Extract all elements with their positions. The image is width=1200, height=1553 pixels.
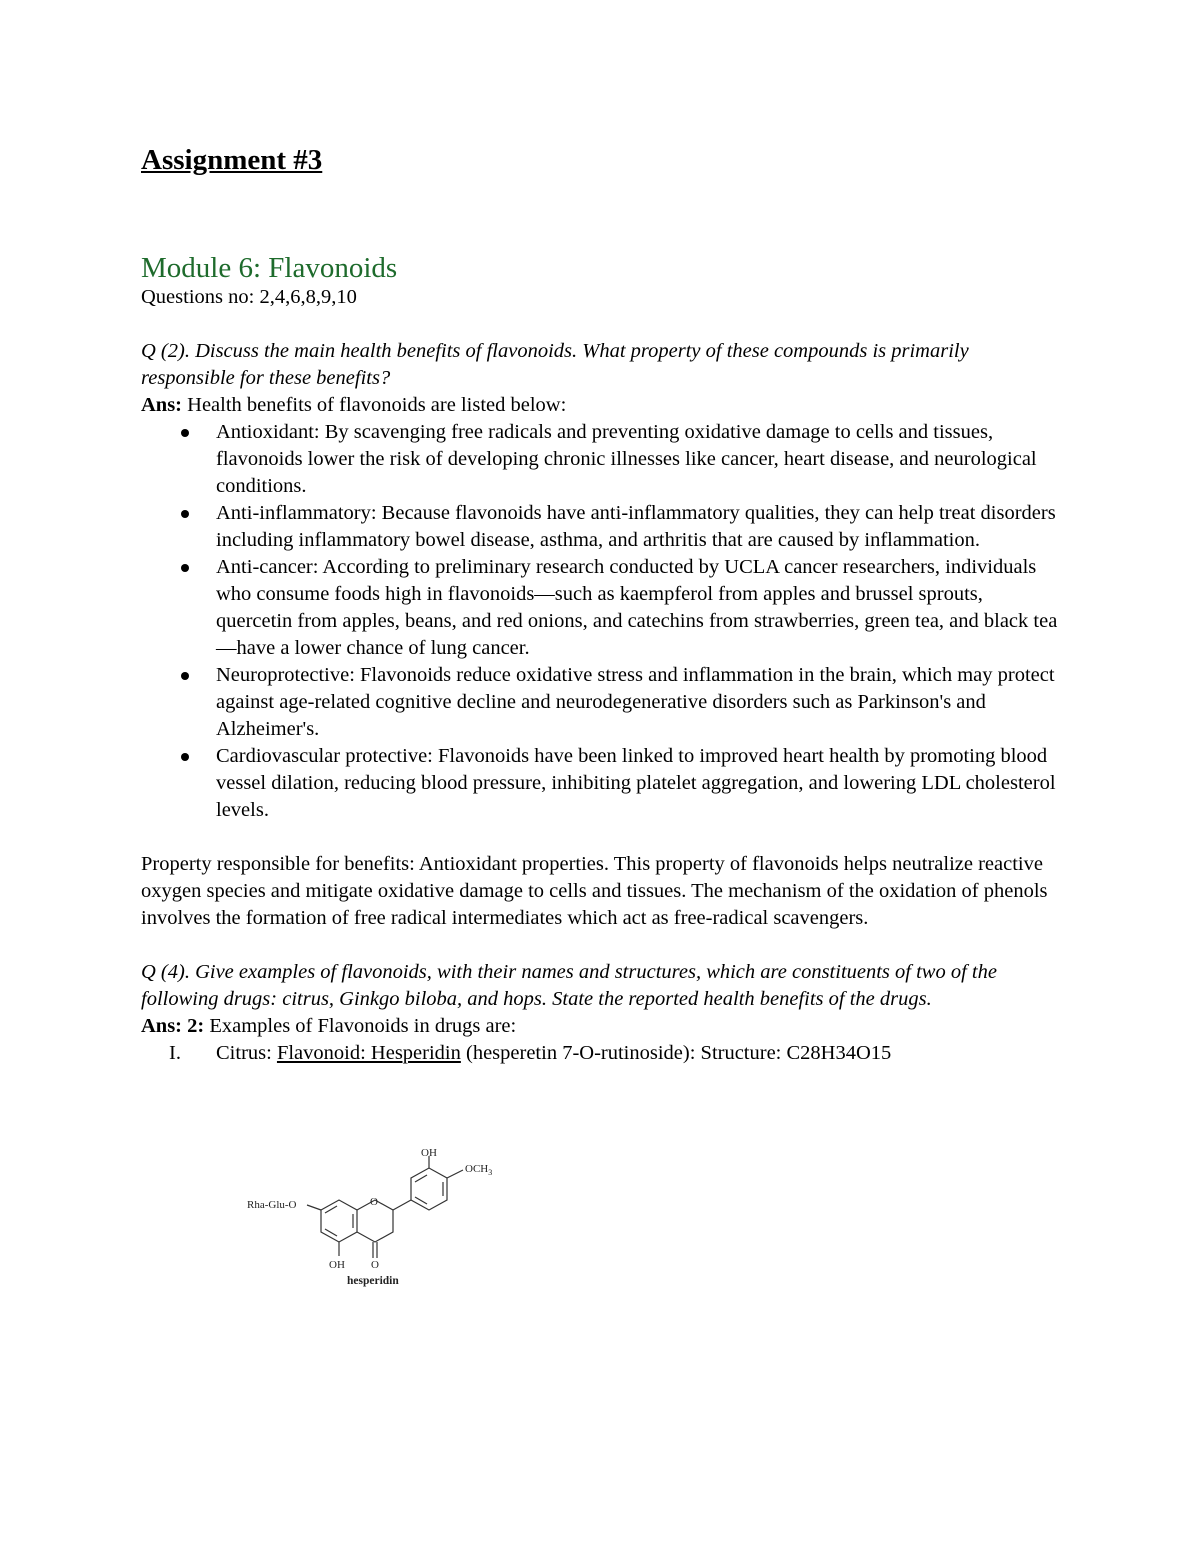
answer-label: Ans: xyxy=(141,394,183,416)
drug-item-suffix: (hesperetin 7-O-rutinoside): Structure: C28H34O15 xyxy=(460,1042,892,1064)
module-heading: Module 6: Flavonoids xyxy=(141,252,398,284)
och3-main: OCH xyxy=(465,1163,489,1175)
document-body xyxy=(141,284,1061,1067)
bullet-icon xyxy=(181,510,189,518)
drug-item-citrus xyxy=(141,1040,1061,1067)
och3-subscript: 3 xyxy=(488,1168,493,1177)
spacer xyxy=(141,311,1061,338)
benefit-text: Antioxidant: By scavenging free radicals and preventing oxidative damage to cells and tissues, flavonoids lower the risk of developing chronic illnesses like cancer, heart disease, and neurological conditions. xyxy=(216,421,1037,497)
oh-top-label: OH xyxy=(421,1147,437,1159)
bullet-icon xyxy=(181,429,189,437)
benefit-item xyxy=(141,554,1061,662)
ketone-o-label: O xyxy=(371,1259,379,1271)
spacer xyxy=(141,824,1061,851)
answer-4-intro xyxy=(141,1013,1061,1040)
drug-item-prefix: Citrus: xyxy=(216,1042,277,1064)
property-paragraph: Property responsible for benefits: Antioxidant properties. This property of flavonoids helps neutralize reactive oxygen species and mitigate oxidative damage to cells and tissues. The mechanism of the oxidation of phenols involves the formation of free radical intermediates which act as free-radical scavengers. xyxy=(141,853,1048,929)
answer-2-intro xyxy=(141,392,1061,419)
och3-label xyxy=(465,1163,492,1177)
ring-a xyxy=(321,1200,357,1242)
benefit-item xyxy=(141,419,1061,500)
hesperidin-structure-drawing xyxy=(241,1147,531,1293)
document-title: Assignment #3 xyxy=(141,144,323,176)
bullet-icon xyxy=(181,672,189,680)
hesperidin-structure xyxy=(241,1147,531,1293)
question-2: Q (2). Discuss the main health benefits of flavonoids. What property of these compounds is primarily responsible for these benefits? xyxy=(141,340,969,389)
roman-numeral: I. xyxy=(169,1042,181,1064)
question-4: Q (4). Give examples of flavonoids, with their names and structures, which are constituents of two of the following drugs: citrus, Ginkgo biloba, and hops. State the reported health benefits of the drugs. xyxy=(141,961,997,1010)
benefit-text: Anti-inflammatory: Because flavonoids have anti-inflammatory qualities, they can help treat disorders including inflammatory bowel disease, asthma, and arthritis that are caused by inflammation. xyxy=(216,502,1056,551)
ring-b xyxy=(411,1168,447,1210)
benefit-text: Neuroprotective: Flavonoids reduce oxidative stress and inflammation in the brain, which may protect against age-related cognitive decline and neurodegenerative disorders such as Parkinson's and Alzheimer's. xyxy=(216,664,1055,740)
structure-caption: hesperidin xyxy=(347,1275,399,1287)
benefits-list xyxy=(141,419,1061,824)
answer-label: Ans: 2: xyxy=(141,1015,205,1037)
benefit-item xyxy=(141,743,1061,824)
rha-glu-label: Rha-Glu-O xyxy=(247,1199,297,1211)
flavonoid-name: Flavonoid: Hesperidin xyxy=(276,1042,461,1064)
bullet-icon xyxy=(181,753,189,761)
bullet-icon xyxy=(181,564,189,572)
answer-intro-text: Health benefits of flavonoids are listed below: xyxy=(182,394,567,416)
spacer xyxy=(141,932,1061,959)
benefit-item xyxy=(141,500,1061,554)
benefit-text: Anti-cancer: According to preliminary research conducted by UCLA cancer researchers, individuals who consume foods high in flavonoids—such as kaempferol from apples and brussel sprouts, quercetin from apples, beans, and red onions, and catechins from strawberries, green tea, and black tea—have a lower chance of lung cancer. xyxy=(216,556,1058,659)
oh-bottom-label: OH xyxy=(329,1259,345,1271)
benefit-text: Cardiovascular protective: Flavonoids have been linked to improved heart health by promoting blood vessel dilation, reducing blood pressure, inhibiting platelet aggregation, and lowering LDL cholesterol levels. xyxy=(216,745,1056,821)
ring-o-label: O xyxy=(370,1196,378,1208)
answer-intro-text: Examples of Flavonoids in drugs are: xyxy=(204,1015,517,1037)
benefit-item xyxy=(141,662,1061,743)
questions-line: Questions no: 2,4,6,8,9,10 xyxy=(141,286,357,308)
